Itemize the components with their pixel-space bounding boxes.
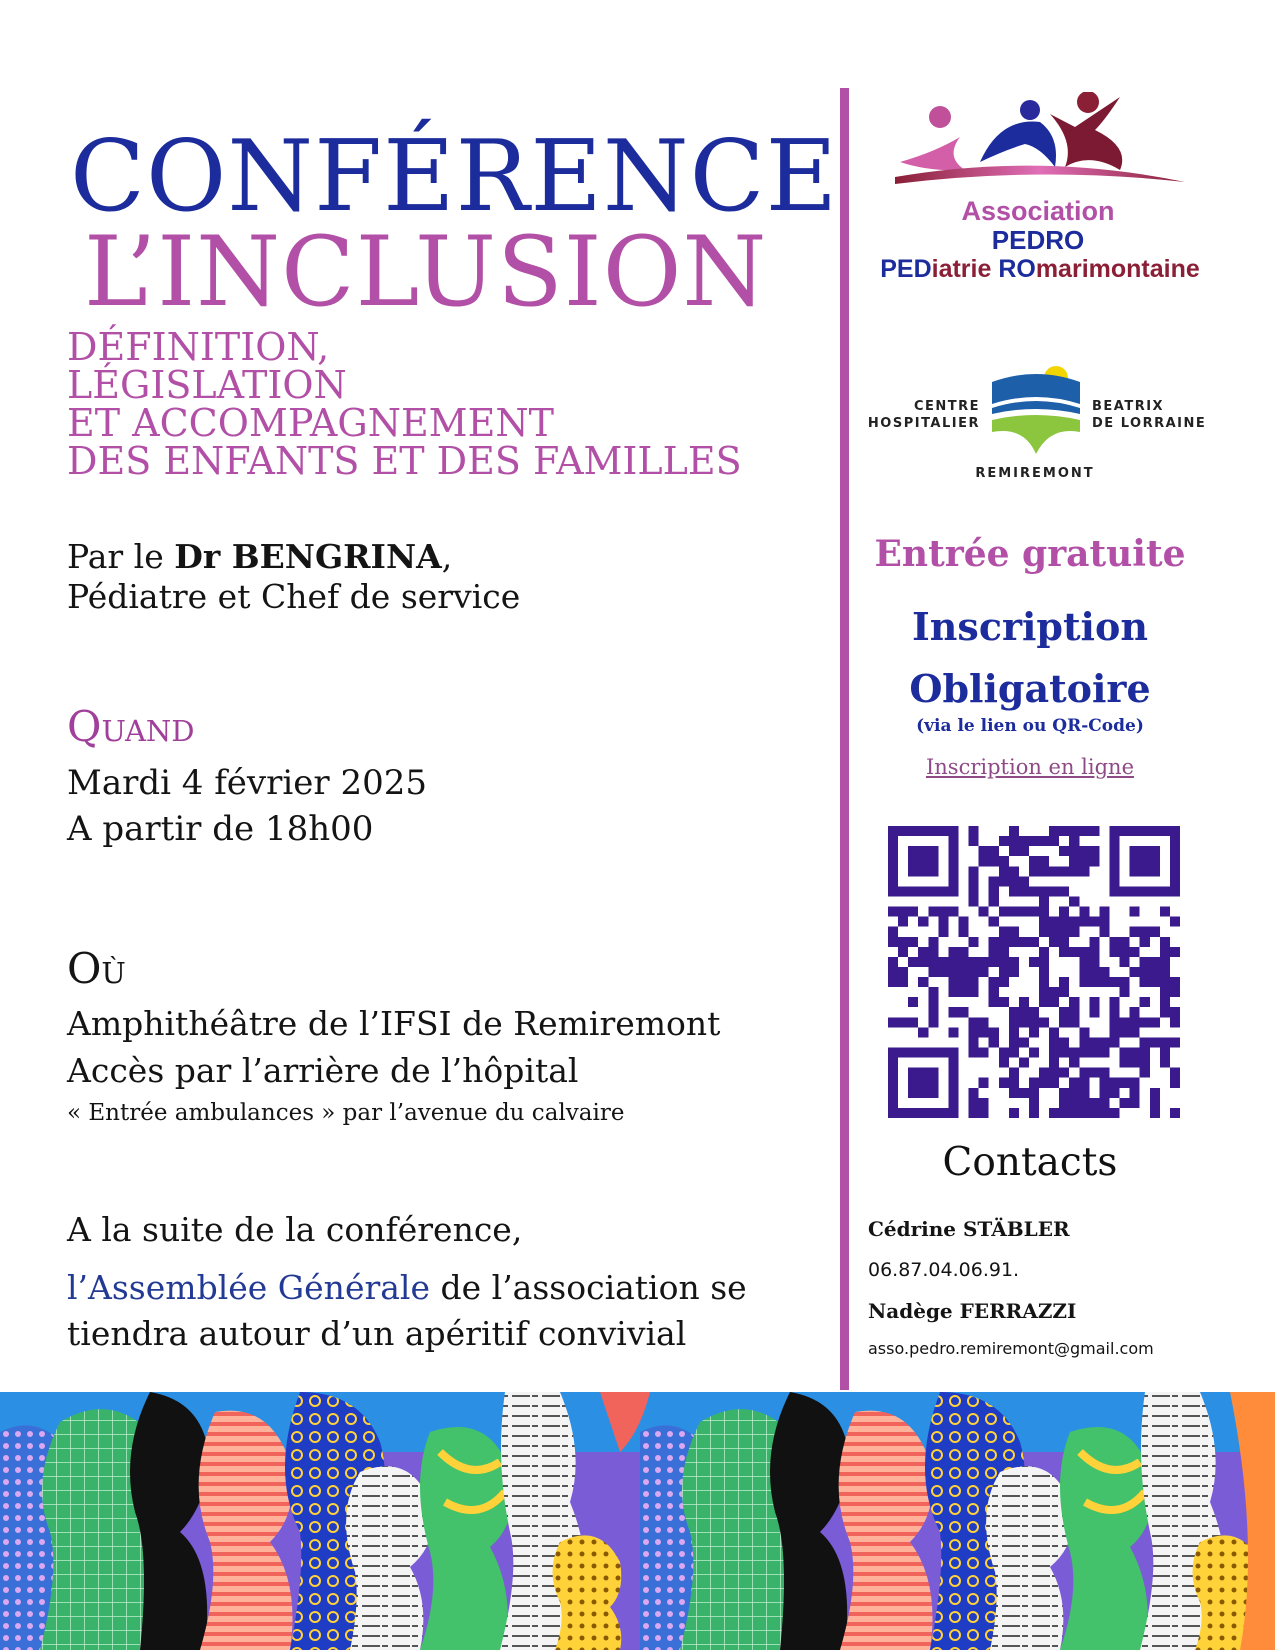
after-line-3: tiendra autour d’un apéritif convivial — [67, 1314, 687, 1353]
registration-via: (via le lien ou QR-Code) — [916, 716, 1144, 736]
hospital-right-2: DE LORRAINE — [1092, 416, 1207, 431]
speaker-name: Dr BENGRINA — [174, 537, 442, 576]
registration-line-1: Inscription — [912, 604, 1148, 649]
venue-entrance-note: « Entrée ambulances » par l’avenue du calvaire — [67, 1100, 625, 1126]
fullname-part: iatrie — [931, 255, 999, 283]
speaker-comma: , — [441, 537, 453, 576]
association-name: PEDRO — [991, 225, 1085, 255]
hospital-logo-icon — [990, 364, 1082, 460]
registration-required — [860, 596, 1200, 720]
after-line-1: A la suite de la conférence, — [67, 1210, 523, 1249]
contacts-heading: Contacts — [942, 1140, 1118, 1185]
online-registration-link[interactable]: Inscription en ligne — [925, 755, 1134, 779]
when-heading — [67, 702, 195, 751]
venue-name: Amphithéâtre de l’IFSI de Remiremont — [67, 1004, 721, 1043]
where-heading: Où — [67, 944, 126, 993]
venue-access: Accès par l’arrière de l’hôpital — [67, 1051, 579, 1090]
subtitle-line: ET ACCOMPAGNEMENT — [67, 401, 554, 445]
hospital-label-right — [1092, 398, 1232, 432]
event-time: A partir de 18h00 — [67, 809, 374, 849]
association-fullname — [870, 254, 1210, 284]
hospital-label-left — [860, 398, 980, 432]
column-divider — [840, 88, 849, 1390]
qr-code-icon[interactable] — [888, 826, 1180, 1118]
when-heading-rest: uand — [101, 702, 195, 751]
speaker-role: Pédiatre et Chef de service — [67, 577, 521, 616]
subtitle-line: DES ENFANTS ET DES FAMILLES — [67, 439, 742, 483]
subtitle-line: LÉGISLATION — [67, 363, 347, 407]
silhouettes-artwork-icon — [0, 1392, 1275, 1650]
hospital-city: REMIREMONT — [975, 466, 1095, 481]
after-line-2: de l’association se — [430, 1268, 747, 1307]
registration-line-2: Obligatoire — [909, 666, 1151, 711]
free-entry: Entrée gratuite — [874, 533, 1186, 575]
after-conference — [67, 1207, 747, 1357]
hospital-left-2: HOSPITALIER — [867, 416, 980, 431]
when-details — [67, 760, 427, 852]
fullname-part: PED — [880, 255, 932, 283]
contact-name-1: Cédrine STÄBLER — [868, 1217, 1070, 1241]
title-inclusion: L’INCLUSION — [84, 216, 768, 328]
fullname-part: marimontaine — [1035, 255, 1200, 283]
contact-email[interactable]: asso.pedro.remiremont@gmail.com — [868, 1339, 1154, 1358]
hospital-right-1: BEATRIX — [1092, 399, 1165, 414]
subtitle-line: DÉFINITION, — [67, 325, 330, 369]
speaker-prefix: Par le — [67, 537, 164, 576]
contact-phone-1[interactable]: 06.87.04.06.91. — [868, 1259, 1020, 1281]
fullname-part: RO — [998, 255, 1036, 283]
where-details — [67, 1000, 720, 1094]
when-heading-initial: Q — [67, 702, 102, 751]
contact-name-2: Nadège FERRAZZI — [868, 1299, 1077, 1323]
title-conference: CONFÉRENCE — [70, 120, 839, 234]
general-assembly-highlight: l’Assemblée Générale — [67, 1268, 430, 1307]
speaker-block — [67, 537, 520, 617]
event-date: Mardi 4 février 2025 — [67, 763, 427, 803]
hospital-left-1: CENTRE — [913, 399, 980, 414]
association-label: Association — [961, 196, 1115, 226]
subtitle — [67, 325, 742, 483]
